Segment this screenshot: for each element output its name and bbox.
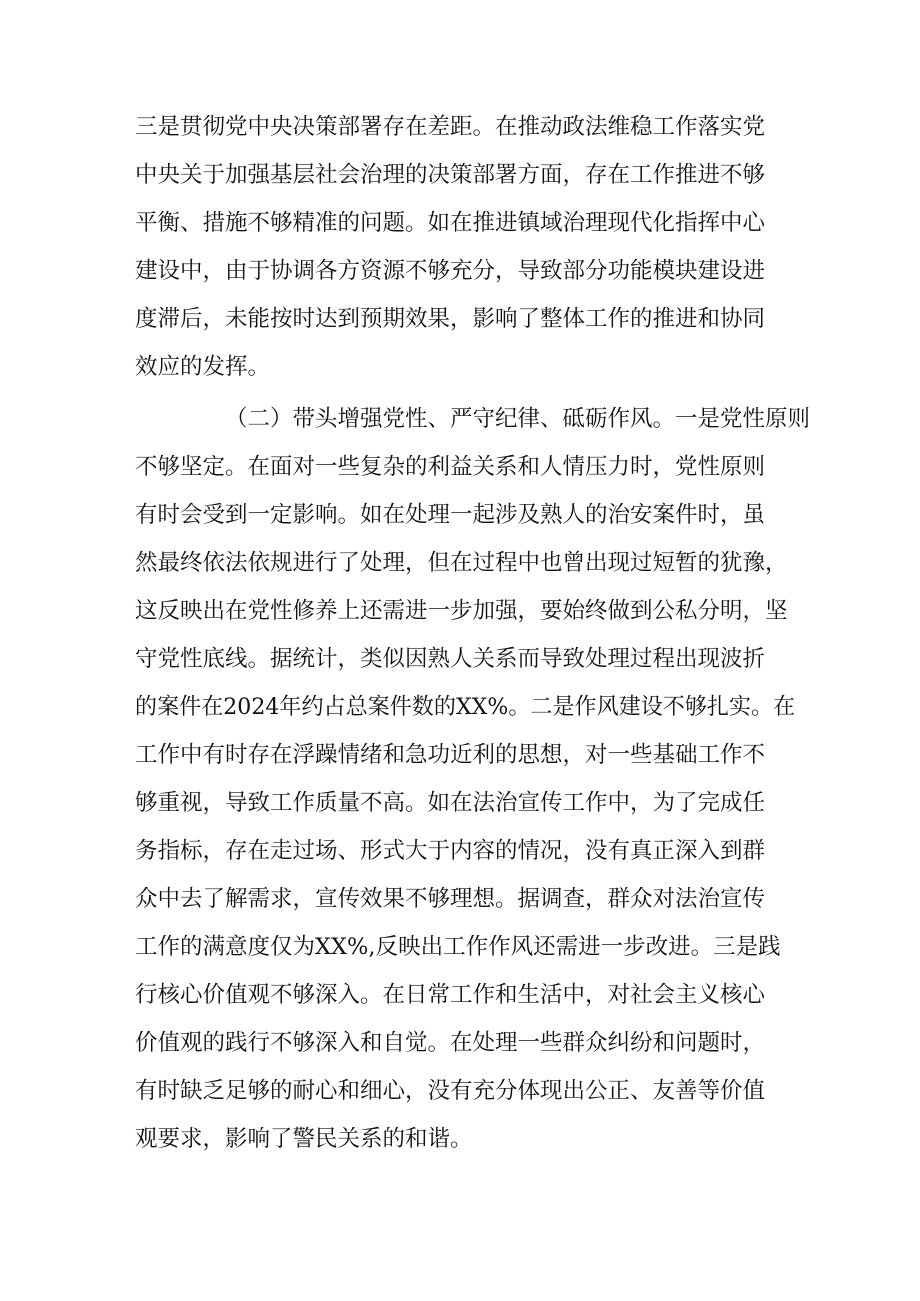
paragraph-line: 然最终依法依规进行了处理，但在过程中也曾出现过短暂的犹豫， — [135, 550, 788, 576]
paragraph-line: 不够坚定。在面对一些复杂的利益关系和人情压力时，党性原则 — [135, 454, 766, 480]
paragraph-line: 守党性底线。据统计，类似因熟人关系而导致处理过程出现波折 — [135, 646, 766, 672]
paragraph-line: 的案件在2024年约占总案件数的XX%。二是作风建设不够扎实。在 — [135, 694, 796, 720]
paragraph-line: 三是贯彻党中央决策部署存在差距。在推动政法维稳工作落实党 — [135, 114, 766, 140]
paragraph-line: 观要求，影响了警民关系的和谐。 — [135, 1126, 473, 1152]
paragraph-line: 价值观的践行不够深入和自觉。在处理一些群众纠纷和问题时， — [135, 1030, 766, 1056]
paragraph-line: 工作中有时存在浮躁情绪和急功近利的思想，对一些基础工作不 — [135, 742, 766, 768]
paragraph-line: 工作的满意度仅为XX%,反映出工作作风还需进一步改进。三是践 — [135, 934, 781, 960]
paragraph-line: 度滞后，未能按时达到预期效果，影响了整体工作的推进和协同 — [135, 306, 766, 332]
paragraph-line: 众中去了解需求，宣传效果不够理想。据调查，群众对法治宣传 — [135, 886, 766, 912]
paragraph-line: 这反映出在党性修养上还需进一步加强，要始终做到公私分明，坚 — [135, 598, 788, 624]
paragraph-line: 行核心价值观不够深入。在日常工作和生活中，对社会主义核心 — [135, 982, 766, 1008]
paragraph-line: 有时缺乏足够的耐心和细心，没有充分体现出公正、友善等价值 — [135, 1078, 766, 1104]
paragraph-line: 中央关于加强基层社会治理的决策部署方面，存在工作推进不够 — [135, 162, 766, 188]
section-heading-line: （二）带头增强党性、严守纪律、砥砺作风。一是党性原则 — [225, 406, 811, 432]
paragraph-line: 效应的发挥。 — [135, 354, 271, 380]
paragraph-line: 够重视，导致工作质量不高。如在法治宣传工作中，为了完成任 — [135, 790, 766, 816]
paragraph-line: 务指标，存在走过场、形式大于内容的情况，没有真正深入到群 — [135, 838, 766, 864]
paragraph-line: 建设中，由于协调各方资源不够充分，导致部分功能模块建设进 — [135, 258, 766, 284]
paragraph-line: 有时会受到一定影响。如在处理一起涉及熟人的治安案件时，虽 — [135, 502, 766, 528]
paragraph-line: 平衡、措施不够精准的问题。如在推进镇域治理现代化指挥中心 — [135, 210, 766, 236]
